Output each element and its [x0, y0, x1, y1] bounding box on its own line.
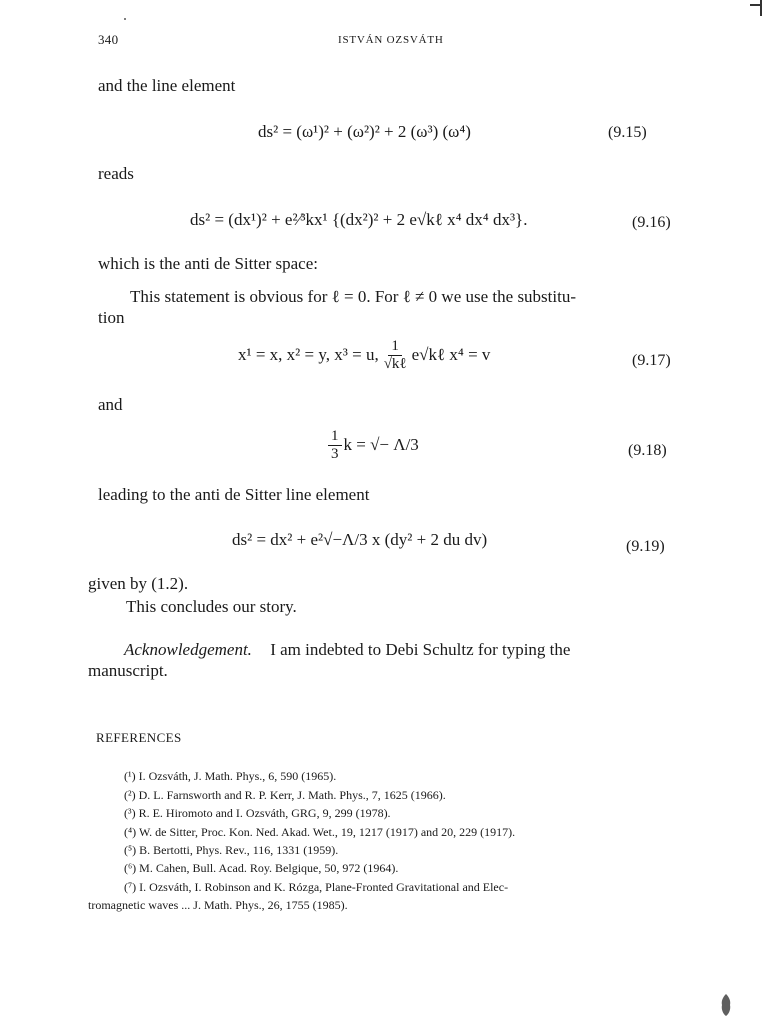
reference-item-1: (¹) I. Ozsváth, J. Math. Phys., 6, 590 (1965). — [124, 769, 337, 783]
equation-9-18-fraction — [328, 428, 342, 462]
fraction-denominator: √kℓ — [383, 355, 407, 372]
acknowledgement-text: I am indebted to Debi Schultz for typing the — [270, 640, 571, 659]
reference-item-3: (³) R. E. Hiromoto and I. Ozsváth, GRG, 9, 299 (1978). — [124, 806, 391, 820]
paragraph-anti-de-sitter: which is the anti de Sitter space: — [98, 254, 318, 273]
reference-item-6: (⁶) M. Cahen, Bull. Acad. Roy. Belgique, 50, 972 (1964). — [124, 861, 399, 875]
reference-item-4: (⁴) W. de Sitter, Proc. Kon. Ned. Akad. Wet., 19, 1217 (1917) and 20, 229 (1917). — [124, 825, 516, 839]
reference-item-2: (²) D. L. Farnsworth and R. P. Kerr, J. Math. Phys., 7, 1625 (1966). — [124, 788, 446, 802]
acknowledgement-label: Acknowledgement. — [124, 640, 252, 659]
paragraph-and: and — [98, 395, 123, 414]
acknowledgement-line1 — [124, 640, 570, 660]
equation-9-19: ds² = dx² + e²√−Λ/3 x (dy² + 2 du dv) — [232, 530, 488, 549]
reference-item-7-continued: tromagnetic waves ... J. Math. Phys., 26, 1755 (1985). — [88, 898, 348, 912]
fraction-denominator: 3 — [331, 445, 339, 462]
paragraph-line-element: and the line element — [98, 76, 236, 95]
equation-number-9-17: (9.17) — [632, 352, 671, 369]
equation-9-17 — [238, 338, 490, 372]
equation-number-9-18: (9.18) — [628, 442, 667, 459]
paragraph-statement-line2: tion — [98, 308, 125, 327]
references-title: REFERENCES — [96, 730, 182, 745]
equation-9-18-right: k = √− Λ/3 — [343, 435, 419, 454]
acknowledgement-line2: manuscript. — [88, 661, 168, 680]
page-corner-mark — [750, 0, 764, 14]
page-number: 340 — [98, 32, 119, 47]
ink-smudge-icon — [720, 993, 732, 1017]
paragraph-given-by: given by (1.2). — [88, 574, 189, 593]
paragraph-leading-to: leading to the anti de Sitter line element — [98, 485, 370, 504]
fraction-numerator: 1 — [388, 338, 402, 356]
equation-number-9-19: (9.19) — [626, 538, 665, 555]
scan-speck — [124, 18, 126, 20]
fraction-numerator: 1 — [328, 428, 342, 446]
paragraph-reads: reads — [98, 164, 134, 183]
equation-9-17-left: x¹ = x, x² = y, x³ = u, — [238, 345, 379, 364]
reference-item-5: (⁵) B. Bertotti, Phys. Rev., 116, 1331 (1959). — [124, 843, 339, 857]
equation-number-9-15: (9.15) — [608, 124, 647, 141]
equation-9-17-right: e√kℓ x⁴ = v — [411, 345, 491, 364]
equation-9-18 — [326, 428, 419, 462]
equation-9-17-fraction — [381, 338, 410, 372]
reference-item-7: (⁷) I. Ozsváth, I. Robinson and K. Rózga, Plane-Fronted Gravitational and Elec- — [124, 880, 509, 894]
running-head: ISTVÁN OZSVÁTH — [338, 34, 444, 46]
paragraph-concludes: This concludes our story. — [126, 597, 297, 616]
equation-9-15: ds² = (ω¹)² + (ω²)² + 2 (ω³) (ω⁴) — [258, 122, 471, 141]
equation-9-16: ds² = (dx¹)² + e²⁄³kx¹ {(dx²)² + 2 e√kℓ x⁴ dx⁴ dx³}. — [190, 210, 528, 229]
equation-number-9-16: (9.16) — [632, 214, 671, 231]
paragraph-statement-line1: This statement is obvious for ℓ = 0. For ℓ ≠ 0 we use the substitu- — [130, 287, 577, 306]
